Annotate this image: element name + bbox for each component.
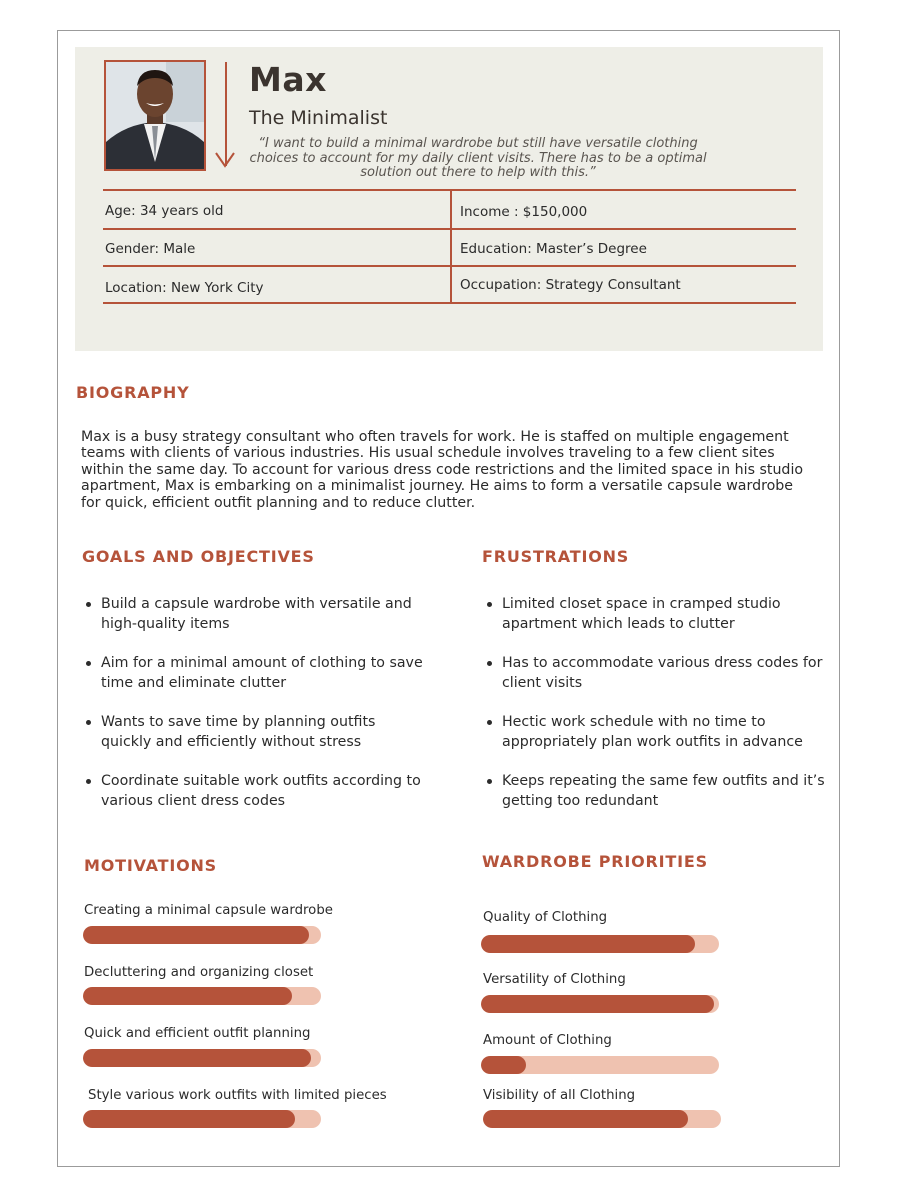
motivation-bar [83,926,321,944]
priority-bar [481,995,719,1013]
goals-heading: GOALS AND OBJECTIVES [82,547,315,566]
frustration-item: Has to accommodate various dress codes for client visits [483,653,828,693]
motivation-bar [83,1110,321,1128]
motivation-bar-fill [83,926,309,944]
priority-bar [483,1110,721,1128]
frustration-item: Limited closet space in cramped studio apartment which leads to clutter [483,594,828,634]
goal-item: Build a capsule wardrobe with versatile and high-quality items [82,594,427,634]
table-divider [450,189,452,303]
wardrobe-priorities-heading: WARDROBE PRIORITIES [482,852,708,871]
info-location: Location: New York City [105,280,264,296]
priority-bar-fill [481,995,714,1013]
info-gender: Gender: Male [105,241,196,257]
persona-quote: “I want to build a minimal wardrobe but still have versatile clothing choices to account for my daily client visits. There has to be a optimal solution out there to help with this.” [249,136,707,180]
motivations-heading: MOTIVATIONS [84,856,218,875]
motivation-bar-fill [83,1110,295,1128]
info-education: Education: Master’s Degree [460,241,647,257]
arrow-down-icon [215,150,235,170]
info-age: Age: 34 years old [105,203,224,219]
priority-label: Quality of Clothing [483,910,608,925]
motivation-bar [83,1049,321,1067]
priority-bar [481,1056,719,1074]
motivation-bar-fill [83,987,292,1005]
info-occupation: Occupation: Strategy Consultant [460,277,681,293]
priority-bar [481,935,719,953]
goal-item: Wants to save time by planning outfits quickly and efficiently without stress [82,712,427,752]
biography-heading: BIOGRAPHY [76,383,190,402]
goals-list [82,594,427,830]
frustration-item: Keeps repeating the same few outfits and it’s getting too redundant [483,771,828,811]
priority-label: Visibility of all Clothing [483,1088,636,1103]
motivation-label: Creating a minimal capsule wardrobe [84,903,333,918]
motivation-bar-fill [83,1049,311,1067]
goal-item: Aim for a minimal amount of clothing to save time and eliminate clutter [82,653,427,693]
persona-name: Max [249,60,327,99]
frustration-item: Hectic work schedule with no time to appropriately plan work outfits in advance [483,712,828,752]
profile-photo [104,60,206,171]
priority-label: Versatility of Clothing [483,972,626,987]
motivation-label: Decluttering and organizing closet [84,965,314,980]
motivation-label: Style various work outfits with limited pieces [88,1088,387,1103]
priority-bar-fill [483,1110,688,1128]
biography-text: Max is a busy strategy consultant who often travels for work. He is staffed on multiple engagement teams with clients of various industries. His usual schedule involves traveling to a few client sites within the same day. To account for various dress code restrictions and the limited space in his studio apartment, Max is embarking on a minimalist journey. He aims to form a versatile capsule wardrobe for quick, efficient outfit planning and to reduce clutter. [81,429,804,511]
frustrations-list [483,594,828,830]
goal-item: Coordinate suitable work outfits according to various client dress codes [82,771,427,811]
frustrations-heading: FRUSTRATIONS [482,547,630,566]
persona-subtitle: The Minimalist [249,107,388,129]
priority-bar-fill [481,935,695,953]
motivation-bar [83,987,321,1005]
priority-bar-fill [481,1056,526,1074]
motivation-label: Quick and efficient outfit planning [84,1026,311,1041]
info-income: Income : $150,000 [460,204,588,220]
priority-label: Amount of Clothing [483,1033,612,1048]
